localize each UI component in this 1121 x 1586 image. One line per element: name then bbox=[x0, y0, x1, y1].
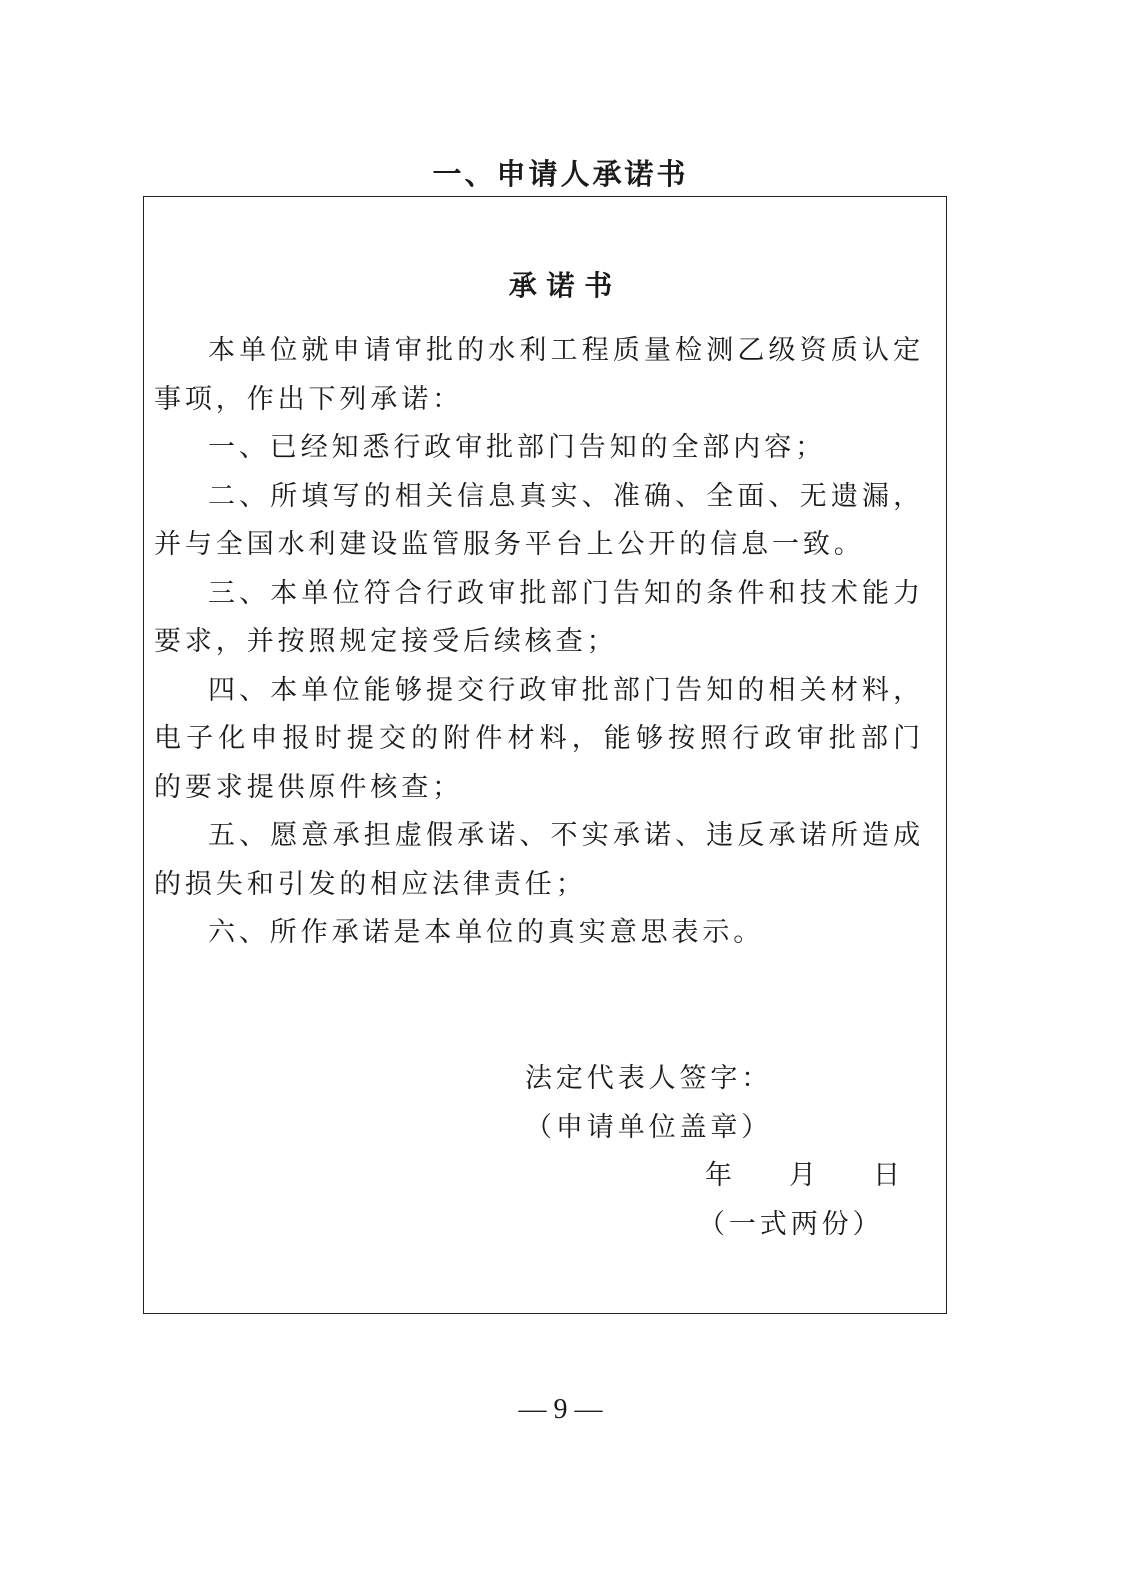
paragraph-item-4: 四、本单位能够提交行政审批部门告知的相关材料，电子化申报时提交的附件材料，能够按照行政审批部门的要求提供原件核查； bbox=[154, 674, 924, 803]
signature-date: 年 月 日 bbox=[705, 1160, 901, 1191]
commitment-body bbox=[154, 327, 924, 958]
paragraph-item-5: 五、愿意承担虚假承诺、不实承诺、违反承诺所造成的损失和引发的相应法律责任； bbox=[154, 820, 924, 900]
legal-rep-signature-label: 法定代表人签字： bbox=[525, 1063, 773, 1094]
section-title: 一、申请人承诺书 bbox=[432, 157, 689, 191]
signature-block bbox=[525, 1055, 772, 1152]
paragraph-item-6: 六、所作承诺是本单位的真实意思表示。 bbox=[208, 917, 765, 948]
commitment-title: 承 诺 书 bbox=[508, 269, 613, 302]
paragraph-item-1: 一、已经知悉行政审批部门告知的全部内容； bbox=[208, 432, 826, 463]
page-number: — 9 — bbox=[518, 1394, 603, 1425]
copies-note: （一式两份） bbox=[698, 1209, 884, 1240]
seal-label: （申请单位盖章） bbox=[525, 1111, 773, 1143]
paragraph-item-3: 三、本单位符合行政审批部门告知的条件和技术能力要求，并按照规定接受后续核查； bbox=[154, 577, 924, 657]
paragraph-intro: 本单位就申请审批的水利工程质量检测乙级资质认定事项，作出下列承诺： bbox=[154, 335, 924, 415]
paragraph-item-2: 二、所填写的相关信息真实、准确、全面、无遗漏，并与全国水利建设监管服务平台上公开的信息一致。 bbox=[154, 480, 924, 560]
